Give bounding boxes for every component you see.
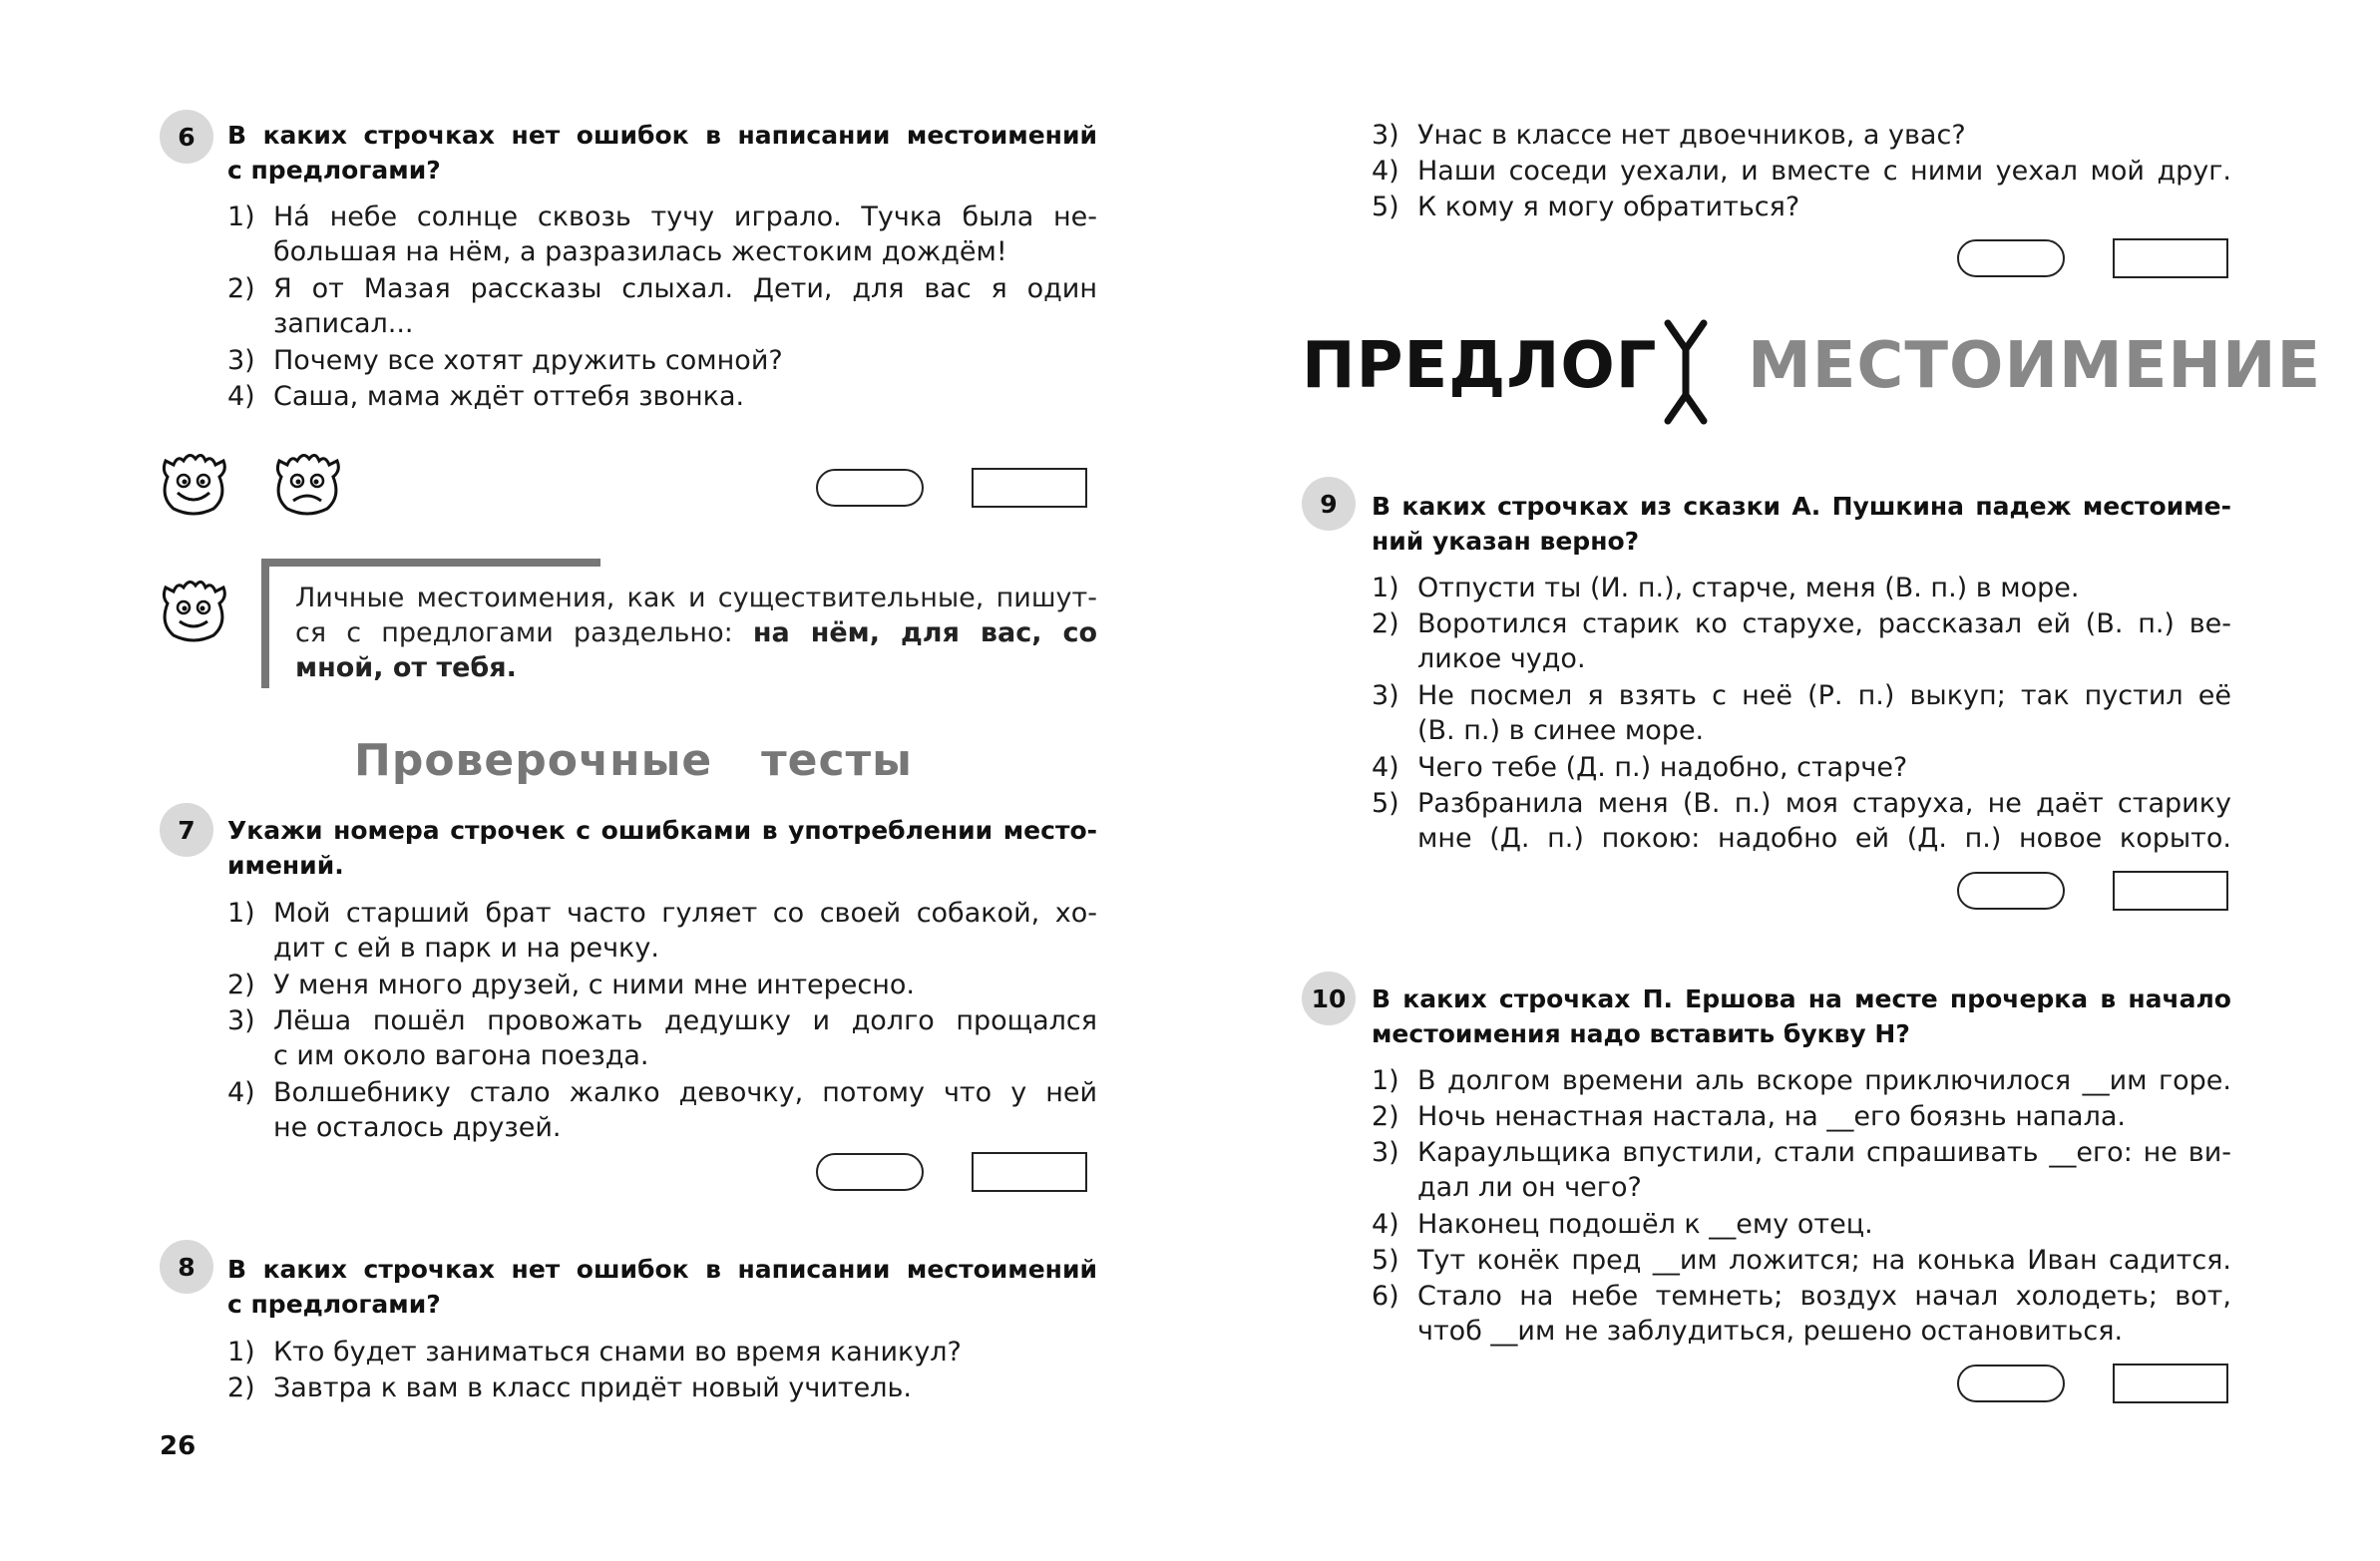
answer-pill-q6[interactable]	[816, 469, 924, 507]
rule-box	[261, 559, 1097, 688]
page-number: 26	[160, 1431, 197, 1461]
giraffe-sad-icon	[271, 447, 343, 517]
answer-box-q9[interactable]	[2113, 871, 2228, 911]
question-6-line2: с предлогами?	[227, 156, 441, 185]
question-number-7: 7	[160, 803, 213, 857]
rule-bar-top	[261, 559, 600, 567]
question-6-line1: В каких строчках нет ошибок в написании местоимений	[227, 121, 1097, 150]
question-number-8: 8	[160, 1240, 213, 1294]
answer-pill-q8[interactable]	[1957, 239, 2065, 277]
question-10-text: В каких строчках П. Ершова на месте прочерка в начало местоимения надо вставить букву Н?	[1372, 984, 2231, 1048]
answer-pill-q10[interactable]	[1957, 1365, 2065, 1402]
question-number-6: 6	[160, 110, 213, 164]
answer-box-q8[interactable]	[2113, 238, 2228, 278]
q6-option-2: 2) Я от Мазая рассказы слыхал. Дети, для вас я один записал...	[227, 273, 1097, 339]
question-7-text: Укажи номера строчек с ошибками в употреблении место- имений.	[227, 816, 1097, 880]
question-6-text	[227, 118, 1097, 188]
rule-bar-left	[261, 559, 269, 688]
giraffe-happy-icon	[158, 447, 229, 517]
answer-pill-q7[interactable]	[816, 1153, 924, 1191]
answer-box-q6[interactable]	[972, 468, 1087, 508]
q6-option-1: 1) Нá небе солнце сквозь тучу играло. Тучка была не- большая на нём, а разразилась жестоким дождём!	[227, 201, 1097, 267]
answer-box-q7[interactable]	[972, 1152, 1087, 1192]
question-number-10: 10	[1302, 972, 1356, 1025]
question-number-9: 9	[1302, 477, 1356, 531]
divider-glyph-icon	[1664, 319, 1708, 425]
giraffe-tip-icon	[158, 574, 229, 643]
question-9-text: В каких строчках из сказки А. Пушкина падеж местоиме- ний указан верно?	[1372, 492, 2231, 556]
title-preposition: ПРЕДЛОГ	[1302, 329, 1658, 403]
section-title: Проверочные тесты	[354, 735, 913, 786]
question-8-text: В каких строчках нет ошибок в написании местоимений с предлогами?	[227, 1255, 1097, 1319]
answer-pill-q9[interactable]	[1957, 872, 2065, 910]
answer-box-q10[interactable]	[2113, 1364, 2228, 1403]
title-pronoun: МЕСТОИМЕНИЕ	[1748, 329, 2322, 403]
rule-text: Личные местоимения, как и существительные, пишут- ся с предлогами раздельно: на нём, для вас, со мной, от тебя.	[295, 583, 1098, 683]
